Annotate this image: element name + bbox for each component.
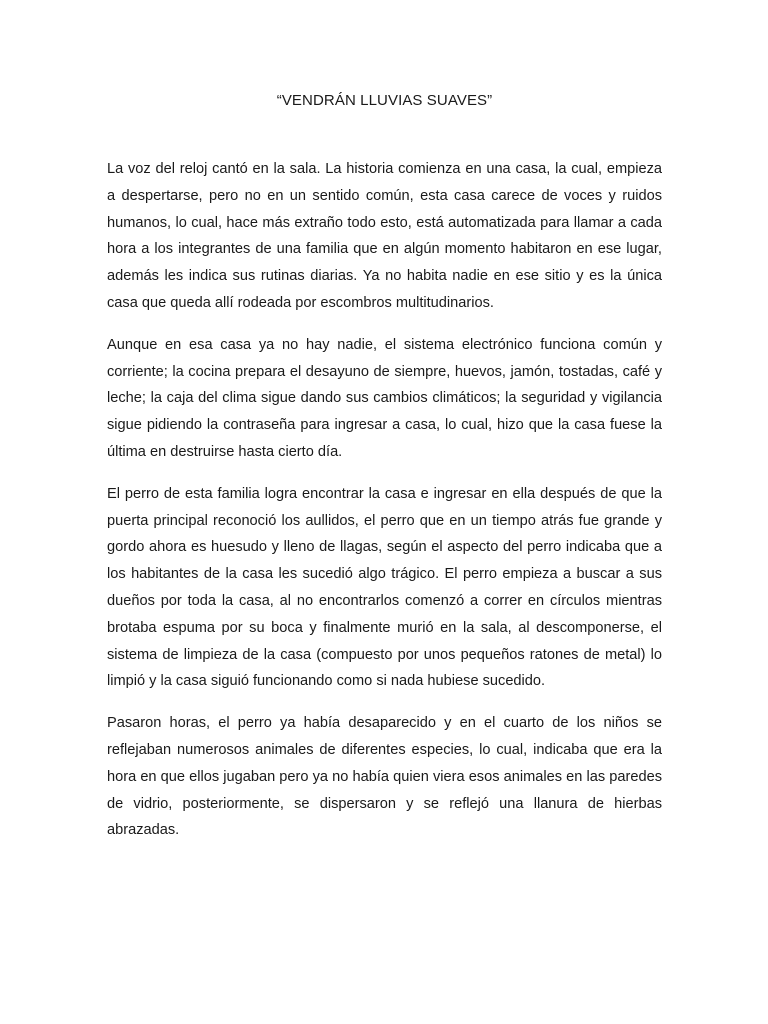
paragraph-2: Aunque en esa casa ya no hay nadie, el sistema electrónico funciona común y corriente; la cocina prepara el desayuno de siempre, huevos, jamón, tostadas, café y leche; la caja del clima sigue dando sus cambios climáticos; la seguridad y vigilancia sigue pidiendo la contraseña para ingresar a casa, lo cual, hizo que la casa fuese la última en destruirse hasta cierto día. (107, 336, 662, 460)
document-title: “VENDRÁN LLUVIAS SUAVES” (276, 92, 493, 109)
paragraph-4: Pasaron horas, el perro ya había desaparecido y en el cuarto de los niños se reflejaban numerosos animales de diferentes especies, lo cual, indicaba que era la hora en que ellos jugaban pero ya no había quien viera esos animales en las paredes de vidrio, posteriormente, se dispersaron y se reflejó una llanura de hierbas abrazadas. (107, 715, 662, 839)
paragraph-3: El perro de esta familia logra encontrar la casa e ingresar en ella después de que la puerta principal reconoció los aullidos, el perro que en un tiempo atrás fue grande y gordo ahora es huesudo y lleno de llagas, según el aspecto del perro indicaba que a los habitantes de la casa les sucedió algo trágico. El perro empieza a buscar a sus dueños por toda la casa, al no encontrarlos comenzó a correr en círculos mientras brotaba espuma por su boca y finalmente murió en la sala, al descomponerse, el sistema de limpieza de la casa (compuesto por unos pequeños ratones de metal) lo limpió y la casa siguió funcionando como si nada hubiese sucedido. (107, 485, 662, 690)
paragraph-1: La voz del reloj cantó en la sala. La historia comienza en una casa, la cual, empieza a despertarse, pero no en un sentido común, esta casa carece de voces y ruidos humanos, lo cual, hace más extraño todo esto, está automatizada para llamar a cada hora a los integrantes de una familia que en algún momento habitaron en ese lugar, además les indica sus rutinas diarias. Ya no habita nadie en ese sitio y es la única casa que queda allí rodeada por escombros multitudinarios. (107, 161, 662, 311)
